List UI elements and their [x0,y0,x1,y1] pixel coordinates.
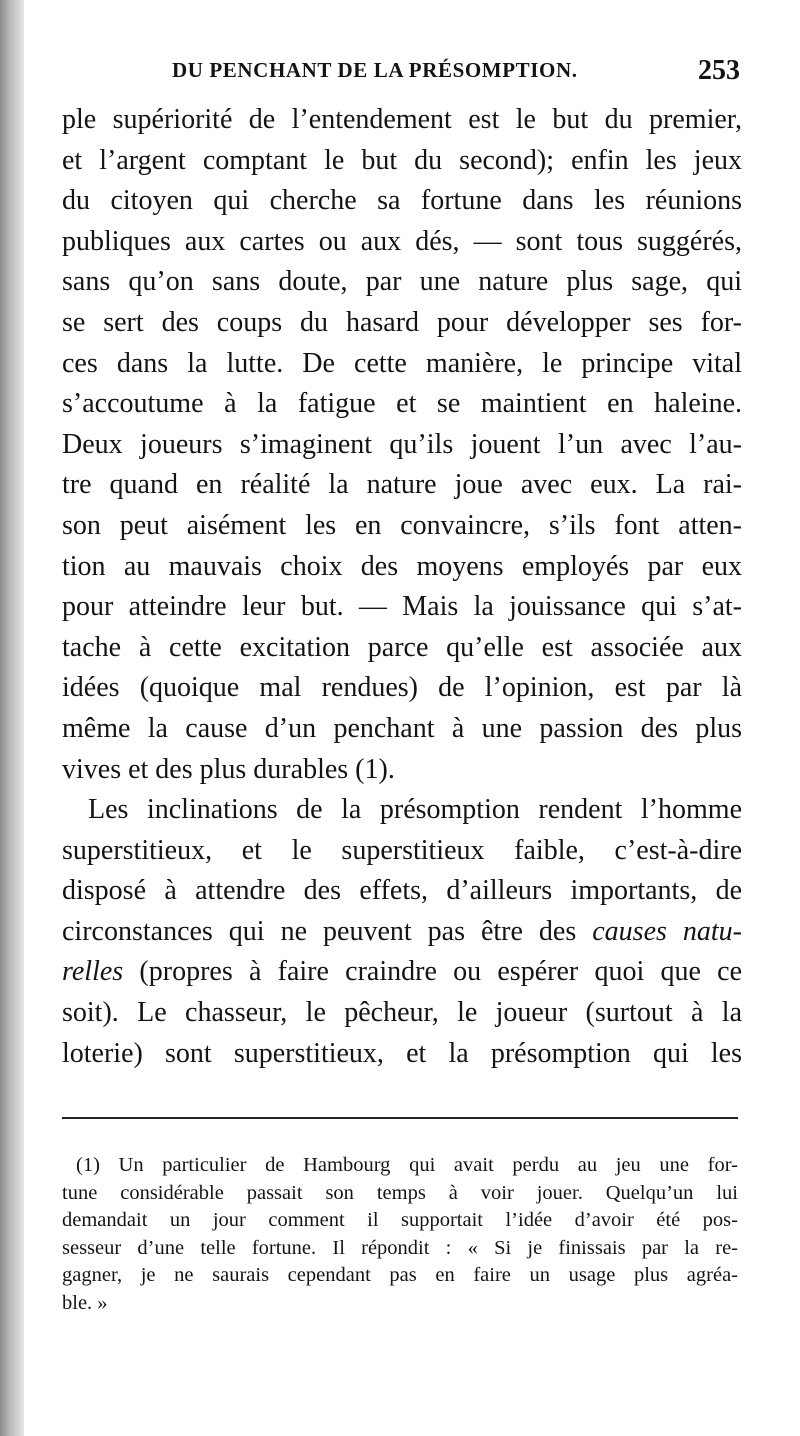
body-line-with-italic [62,952,742,993]
body-line: s’accoutume à la fatigue et se maintient en haleine. [62,388,742,420]
body-line: loterie) sont superstitieux, et la présomption qui les [62,1037,742,1069]
body-line: sans qu’on sans doute, par une nature plus sage, qui [62,266,742,298]
footnote-rule [62,1117,738,1119]
page-number: 253 [698,55,740,86]
footnote-line: demandait un jour comment il supportait l’idée d’avoir été pos- [62,1209,738,1231]
body-line: et l’argent comptant le but du second); enfin les jeux [62,144,742,176]
body-line-with-italic [62,912,742,953]
footnote-line: gagner, je ne saurais cependant pas en faire un usage plus agréa- [62,1264,738,1286]
footnote-line: sesseur d’une telle fortune. Il répondit : « Si je finissais par la re- [62,1236,738,1259]
footnote-line: tune considérable passait son temps à voir jouer. Quelqu’un lui [62,1181,738,1204]
body-line: idées (quoique mal rendues) de l’opinion, est par là [62,672,742,704]
body-line: se sert des coups du hasard pour développer ses for- [62,306,742,338]
running-head [60,55,742,92]
body-line: disposé à attendre des effets, d’ailleurs importants, de [62,875,742,907]
body-text [62,100,742,1074]
page-gutter-shadow [0,0,24,1436]
body-line: soit). Le chasseur, le pêcheur, le joueur (surtout à la [62,997,742,1029]
body-line: Deux joueurs s’imaginent qu’ils jouent l’un avec l’au- [62,428,742,460]
body-line: vives et des plus durables (1). [62,753,395,785]
body-line: ces dans la lutte. De cette manière, le principe vital [62,347,742,379]
body-line: du citoyen qui cherche sa fortune dans les réunions [62,185,742,217]
body-line: même la cause d’un penchant à une passion des plus [62,712,742,744]
body-line: publiques aux cartes ou aux dés, — sont tous suggérés, [62,225,742,257]
body-line: ple supériorité de l’entendement est le but du premier, [62,104,742,135]
footnotes [62,1152,738,1317]
footnote-line: ble. » [62,1291,108,1314]
body-line: tache à cette excitation parce qu’elle est associée aux [62,631,742,663]
italic-phrase: causes natu- [592,915,742,947]
body-line: pour atteindre leur but. — Mais la jouissance qui s’at- [62,591,742,623]
running-title: DU PENCHANT DE LA PRÉSOMPTION. [172,58,578,82]
footnote-line: (1) Un particulier de Hambourg qui avait perdu au jeu une for- [76,1154,738,1176]
body-line: tion au mauvais choix des moyens employés par eux [62,550,742,582]
body-line-text: circonstances qui ne peuvent pas être des [62,915,577,947]
body-line: son peut aisément les en convaincre, s’ils font atten- [62,509,742,541]
body-line-paragraph-start: Les inclinations de la présomption rendent l’homme [88,794,742,826]
italic-word: relles [62,956,124,988]
body-line: superstitieux, et le superstitieux faible, c’est-à-dire [62,834,742,866]
body-line-text: (propres à faire craindre ou espérer quoi que ce [123,956,742,988]
body-line: tre quand en réalité la nature joue avec eux. La rai- [62,469,742,501]
